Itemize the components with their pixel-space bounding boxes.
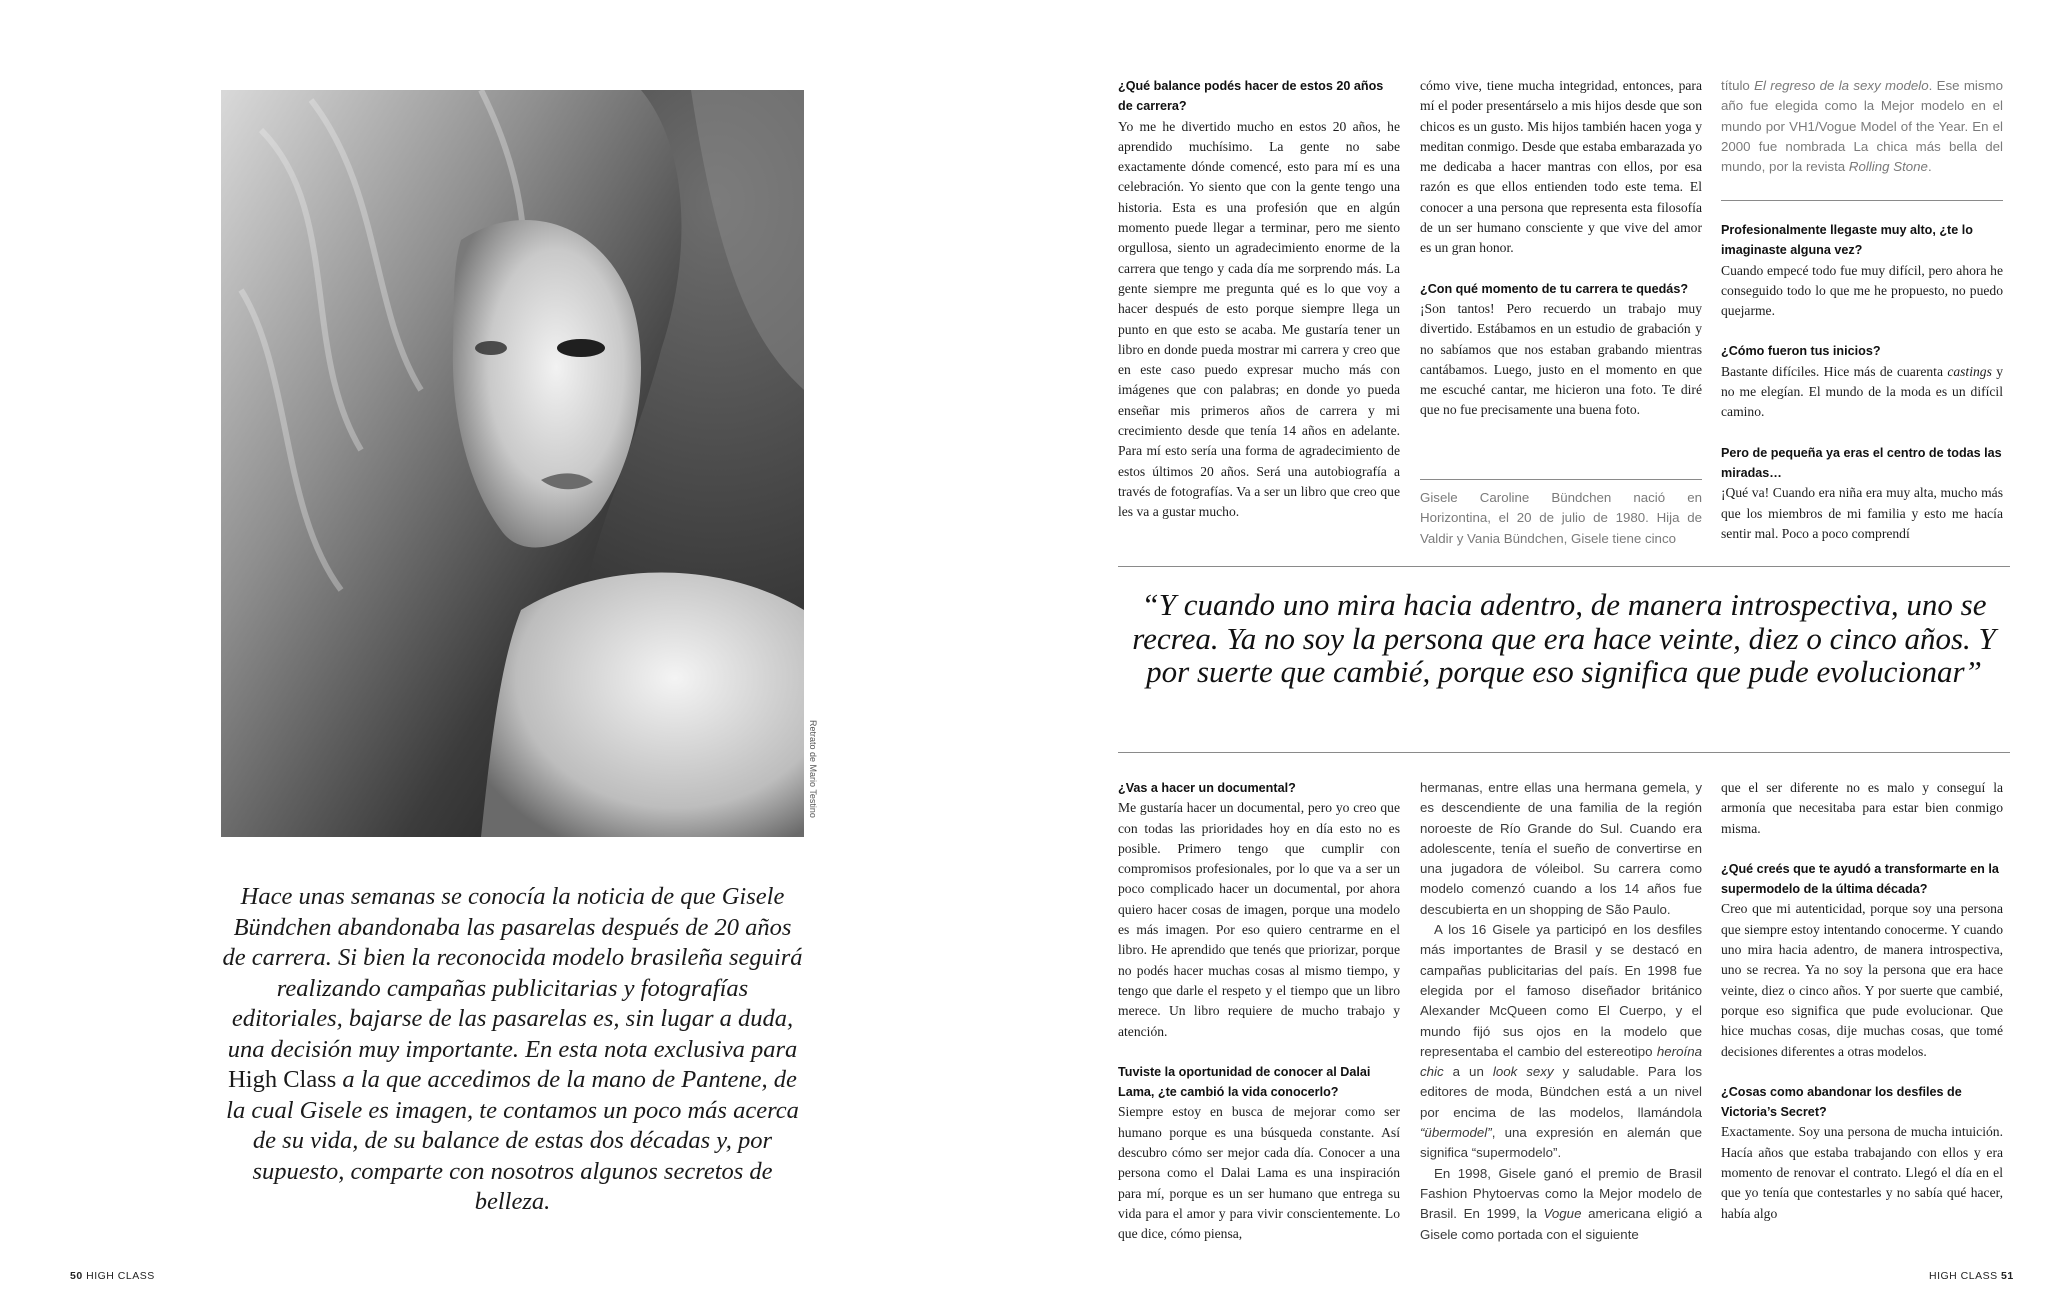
bottom-column-2 [1420, 778, 1702, 1245]
question-victorias-secret: ¿Cosas como abandonar los desfiles de Victoria’s Secret? [1721, 1084, 1962, 1120]
question-dalai-lama: Tuviste la oportunidad de conocer al Dalai Lama, ¿te cambió la vida conocerlo? [1118, 1064, 1371, 1100]
bio-box-start [1420, 488, 1702, 549]
answer-documentary: Me gustaría hacer un documental, pero yo creo que con todas las prioridades hoy en día esto no es posible. Primero tengo que cumplir con compromisos profesionales, por lo que va a ser un poco complicado hacer un documental, por ahora quiero hacer cosas de imagen, porque una modelo es más imagen. Por eso quiero centrarme en el libro. He aprendido que tenés que priorizar, porque no podés hacer muchas cosas al mismo tiempo, y tengo que darle el respeto y el tiempo que un libro merece. Un libro requiere de mucho trabajo y atención. [1118, 800, 1400, 1039]
answer-balance: Yo me he divertido mucho en estos 20 años, he aprendido muchísimo. La gente no sabe exactamente dónde comencé, esto para mí es una celebración. Yo siento que con la gente tengo una historia. Esta es una profesión que en algún momento puede llegar a terminar, pero me siento orgullosa, siento un agradecimiento enorme de la carrera que tengo y cada día me sorprendo más. La gente siempre me pregunta qué es lo que voy a hacer después de esto porque siempre llega un punto en que esto se acaba. Me gustaría tener un libro en donde pueda mostrar mi carrera y creo que en este caso puedo expresar mucho más con imágenes que con palabras; en donde yo pueda enseñar mis primeros años de carrera y mi crecimiento desde que tenía 14 años en adelante. Para mí esto sería una forma de agradecimiento de estos últimos 20 años. Será una autobiografía a través de fotografías. Va a ser un libro que creo que les va a gustar mucho. [1118, 118, 1400, 520]
photo-credit: Retrato de Mario Testino [808, 720, 818, 818]
answer-moment: ¡Son tantos! Pero recuerdo un trabajo muy divertido. Estábamos en un estudio de grabación y no sabíamos que nos estaban grabando mientras cantábamos. Luego, justo en el momento en que me escuché cantar, me hicieron una foto. Te diré que no fue precisamente una buena foto. [1420, 300, 1702, 418]
magazine-name: HIGH CLASS [1929, 1270, 1998, 1282]
top-column-3 [1721, 76, 2003, 177]
answer-beginnings: Bastante difíciles. Hice más de cuarenta castings y no me elegían. El mundo de la moda es un difícil camino. [1721, 363, 2003, 420]
page-number: 51 [2001, 1270, 2014, 1282]
brand-name: High Class [228, 1066, 337, 1093]
page-number: 50 [70, 1270, 83, 1282]
question-documentary: ¿Vas a hacer un documental? [1118, 781, 1296, 795]
answer-continued: cómo vive, tiene mucha integridad, entonces, para mí el poder presentárselo a mis hijos desde que son chicos es un gusto. Mis hijos también hacen yoga y meditan conmigo. Desde que estaba embarazada yo me dedicaba a hacer mantras con ellos, por esa razón es que ellos entienden todo este tema. El conocer a una persona que representa esta filosofía de un ser humano consciente y que vive del amor es un gran honor. [1420, 78, 1702, 256]
question-moment: ¿Con qué momento de tu carrera te quedás? [1420, 281, 1689, 296]
bio-awards: En 1998, Gisele ganó el premio de Brasil Fashion Phytoervas como la Mejor modelo de Brasil. En 1999, la Vogue americana eligió a Gisele como portada con el siguiente [1420, 1165, 1703, 1242]
bio-text-continued: título El regreso de la sexy modelo. Ese mismo año fue elegida como la Mejor modelo en el mundo por VH1/Vogue Model of the Year. En el 2000 fue nombrada La chica más bella del mundo, por la revista Rolling Stone. [1721, 78, 2003, 175]
bottom-column-3 [1721, 778, 2003, 1224]
pull-quote: “Y cuando uno mira hacia adentro, de manera introspectiva, uno se recrea. Ya no soy la persona que era hace veinte, diez o cinco años. Y por suerte que cambié, porque eso significa que pude evolucionar” [1132, 587, 1996, 689]
bottom-column-1 [1118, 778, 1400, 1245]
question-beginnings: ¿Cómo fueron tus inicios? [1721, 344, 1881, 359]
answer-childhood: ¡Qué va! Cuando era niña era muy alta, mucho más que los miembros de mi familia y esto me hacía sentir mal. Poco a poco comprendí [1721, 485, 2003, 541]
right-folio [1929, 1270, 2014, 1282]
pull-quote-top-rule [1118, 566, 2010, 567]
bio-career: A los 16 Gisele ya participó en los desfiles más importantes de Brasil y se destacó en campañas publicitarias del país. En 1998 fue elegida por el famoso diseñador británico Alexander McQueen como El Cuerpo, y el mundo fijó sus ojos en la modelo que representaba el cambio del estereotipo heroína chic a un look sexy y saludable. Para los editores de moda, Bündchen está a un nivel por encima de las modelos, llamándola “übermodel”, una expresión en alemán que significa “supermodelo”. [1420, 922, 1702, 1161]
answer-dalai-lama: Siempre estoy en busca de mejorar como ser humano porque es una búsqueda constante. Así descubro cómo ser mejor cada día. Conocer a una persona como el Dalai Lama es una inspiración para mí, porque es un ser humano que entrega su vida para el amor y para vivir conscientemente. Lo que dice, cómo piensa, [1118, 1104, 1400, 1242]
answer-victorias-secret: Exactamente. Soy una persona de mucha intuición. Hacía años que estaba trabajando con ellos y era momento de renovar el contrato. Llegó el día en el que yo tenía que contestarles y no sabía qué hacer, había algo [1721, 1124, 2003, 1221]
bio-text: Gisele Caroline Bündchen nació en Horizontina, el 20 de julio de 1980. Hija de Valdir y Vania Bündchen, Gisele tiene cinco [1420, 490, 1702, 546]
answer-transformation: Creo que mi autenticidad, porque soy una persona que siempre estoy intentando conocerme. Y cuando uno mira hacia adentro, de manera introspectiva, uno se recrea. Ya no soy la persona que era hace veinte, diez o cinco años. Y por suerte que cambié, porque eso significa que pude evolucionar. Que hice muchas cosas, dije muchas cosas, que tomé decisiones diferentes a otras modelos. [1721, 901, 2003, 1059]
answer-career-height: Cuando empecé todo fue muy difícil, pero ahora he conseguido todo lo que me he propuesto, no puedo quejarme. [1721, 262, 2003, 319]
pull-quote-bottom-rule [1118, 752, 2010, 753]
left-folio [70, 1270, 155, 1282]
top-column-3-qa [1721, 220, 2003, 544]
question-balance: ¿Qué balance podés hacer de estos 20 años de carrera? [1118, 79, 1384, 114]
question-transformation: ¿Qué creés que te ayudó a transformarte en la supermodelo de la última década? [1721, 861, 1999, 897]
intro-paragraph: Hace unas semanas se conocía la noticia de que Gisele Bündchen abandonaba las pasarelas después de 20 años de carrera. Si bien la reconocida modelo brasileña seguirá realizando campañas publicitarias y fotografías editoriales, bajarse de las pasarelas es, sin lugar a duda, una decisión muy importante. En esta nota exclusiva para High Class a la que accedimos de la mano de Pantene, de la cual Gisele es imagen, te contamos un poco más acerca de su vida, de su balance de estas dos décadas y, por supuesto, comparte con nosotros algunos secretos de belleza. [222, 883, 803, 1215]
top-column-2 [1420, 76, 1702, 421]
bio-family: hermanas, entre ellas una hermana gemela, y es descendiente de una familia de la región noroeste de Río Grande do Sul. Cuando era adolescente, tenía el sueño de convertirse en una jugadora de vóleibol. Su carrera como modelo comenzó cuando a los 14 años fue descubierta en un shopping de São Paulo. [1420, 780, 1702, 917]
answer-harmony: que el ser diferente no es malo y conseguí la armonía que necesitaba para estar bien conmigo misma. [1721, 780, 2003, 836]
bio-end-divider [1721, 200, 2003, 201]
question-career-height: Profesionalmente llegaste muy alto, ¿te lo imaginaste alguna vez? [1721, 223, 1973, 258]
portrait-photo [221, 90, 804, 837]
top-column-1 [1118, 76, 1400, 523]
magazine-name: HIGH CLASS [86, 1270, 155, 1282]
question-childhood: Pero de pequeña ya eras el centro de todas las miradas… [1721, 445, 2002, 480]
bio-divider [1420, 479, 1702, 480]
